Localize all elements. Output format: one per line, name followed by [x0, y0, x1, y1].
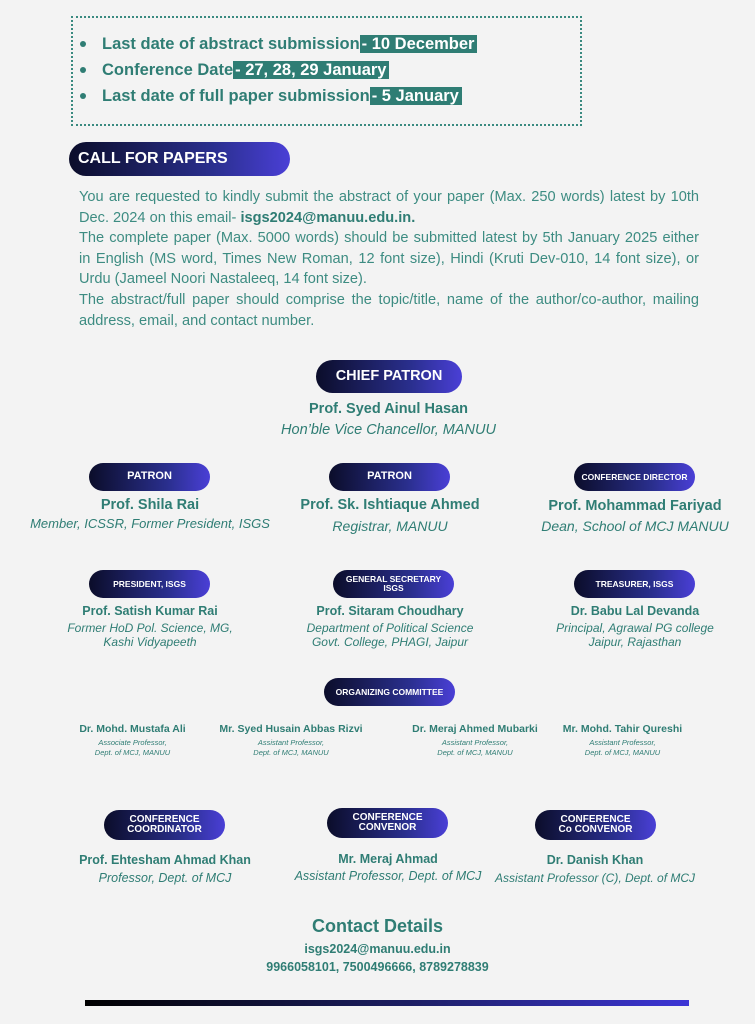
badge-line1: CONFERENCE: [352, 811, 423, 823]
patron-badge: PATRON: [89, 463, 210, 491]
treasurer-role-line2: Jaipur, Rajasthan: [588, 635, 682, 649]
contact-email: isgs2024@manuu.edu.in: [304, 942, 451, 956]
conference-co-convenor-role: Assistant Professor (C), Dept. of MCJ: [494, 871, 696, 885]
important-dates-box: [71, 16, 582, 126]
committee-member-dept: Dept. of MCJ, MANUU: [437, 748, 513, 757]
conference-coordinator-badge: [104, 810, 225, 840]
badge-line2: CONVENOR: [358, 822, 417, 833]
committee-member: [400, 723, 550, 758]
president-badge: PRESIDENT, ISGS: [89, 570, 210, 598]
committee-member-dept: Dept. of MCJ, MANUU: [94, 748, 171, 757]
committee-member-dept: Dept. of MCJ, MANUU: [584, 748, 661, 757]
conference-director-role: Dean, School of MCJ MANUU: [541, 518, 729, 534]
badge-line1: CONFERENCE: [560, 813, 631, 825]
dates-list: [73, 31, 477, 109]
conference-convenor-role: Assistant Professor, Dept. of MCJ: [294, 869, 482, 883]
patron-name: Prof. Sk. Ishtiaque Ahmed: [300, 497, 480, 513]
date-value: - 5 January: [370, 87, 462, 105]
treasurer-badge: TREASURER, ISGS: [574, 570, 695, 598]
date-value: - 27, 28, 29 January: [233, 61, 389, 79]
conference-coordinator-name: Prof. Ehtesham Ahmad Khan: [79, 853, 251, 867]
president-name: Prof. Satish Kumar Rai: [82, 604, 218, 618]
date-value: - 10 December: [360, 35, 478, 53]
badge-line2: COORDINATOR: [127, 824, 202, 835]
committee-member-role: Associate Professor,: [98, 738, 167, 747]
conference-convenor-badge: [327, 808, 448, 838]
committee-member-name: Dr. Meraj Ahmed Mubarki: [412, 723, 538, 735]
conference-co-convenor-badge: [535, 810, 656, 840]
treasurer-name: Dr. Babu Lal Devanda: [570, 604, 700, 618]
committee-member-role: Assistant Professor,: [441, 738, 509, 747]
date-label: Last date of abstract submission: [102, 35, 360, 53]
conference-coordinator-role: Professor, Dept. of MCJ: [98, 871, 232, 885]
committee-member-name: Mr. Mohd. Tahir Qureshi: [562, 723, 683, 735]
committee-member-name: Dr. Mohd. Mustafa Ali: [79, 723, 186, 735]
call-for-papers-heading: CALL FOR PAPERS: [69, 142, 290, 176]
patron-role: Registrar, MANUU: [332, 518, 448, 534]
treasurer-role-line1: Principal, Agrawal PG college: [556, 621, 714, 635]
cfp-paragraph-full-paper: The complete paper (Max. 5000 words) should be submitted latest by 5th January 2025 either in English (MS word, Times New Roman, 12 font size), Hindi (Kruti Dev-010, 14 font size), or Urdu (Jameel Noori Nastaleeq, 14 font size).: [79, 230, 699, 288]
cfp-paragraph-abstract: [79, 187, 699, 228]
president-role-line2: Kashi Vidyapeeth: [103, 635, 197, 649]
conference-director-badge: CONFERENCE DIRECTOR: [574, 463, 695, 491]
cfp-paragraph-contents: The abstract/full paper should comprise the topic/title, name of the author/co-author, mailing address, email, and contact number.: [79, 291, 699, 329]
contact-phones: 9966058101, 7500496666, 8789278839: [266, 960, 489, 974]
conference-co-convenor-name: Dr. Danish Khan: [546, 853, 644, 867]
badge-line2: ISGS: [383, 583, 404, 593]
patron-name: Prof. Shila Rai: [100, 497, 200, 513]
committee-member-name: Mr. Syed Husain Abbas Rizvi: [219, 723, 363, 735]
president-role: [30, 621, 270, 649]
general-secretary-badge: [333, 570, 454, 598]
chief-patron-name: Prof. Syed Ainul Hasan: [309, 401, 468, 417]
date-label: Last date of full paper submission: [102, 87, 370, 105]
committee-member-role: Assistant Professor,: [589, 738, 656, 747]
date-item-conference: [102, 57, 477, 83]
committee-member: [212, 723, 370, 758]
patron-role: Member, ICSSR, Former President, ISGS: [30, 516, 270, 531]
general-secretary-role-line1: Department of Political Science: [306, 621, 474, 635]
chief-patron-role: Hon’ble Vice Chancellor, MANUU: [281, 422, 496, 438]
treasurer-role: [520, 621, 750, 649]
committee-member: [60, 723, 205, 758]
patron-badge: PATRON: [329, 463, 450, 491]
president-role-line1: Former HoD Pol. Science, MG,: [67, 621, 233, 635]
badge-line1: CONFERENCE: [129, 813, 200, 825]
committee-member-role: Assistant Professor,: [257, 738, 325, 747]
organizing-committee-badge: ORGANIZING COMMITTEE: [324, 678, 455, 706]
badge-line2: Co CONVENOR: [558, 824, 633, 835]
cfp-email: isgs2024@manuu.edu.in.: [240, 209, 416, 226]
contact-details-heading: Contact Details: [311, 916, 444, 936]
conference-director-name: Prof. Mohammad Fariyad: [548, 498, 722, 514]
call-for-papers-text: [79, 187, 699, 331]
chief-patron-badge: CHIEF PATRON: [316, 360, 462, 393]
cfp-p1: You are requested to kindly submit the abstract of your paper (Max. 250 words) latest by 10th Dec. 2024 on this email-: [79, 189, 699, 226]
general-secretary-role-line2: Govt. College, PHAGI, Jaipur: [311, 635, 469, 649]
committee-member: [550, 723, 695, 758]
conference-convenor-name: Mr. Meraj Ahmad: [338, 852, 438, 866]
badge-line1: GENERAL SECRETARY: [345, 574, 442, 585]
date-item-abstract: [102, 31, 477, 57]
general-secretary-role: [270, 621, 510, 649]
committee-member-dept: Dept. of MCJ, MANUU: [253, 748, 329, 757]
general-secretary-name: Prof. Sitaram Choudhary: [316, 604, 464, 618]
date-item-full-paper: [102, 83, 477, 109]
bottom-divider-bar: [85, 1000, 689, 1006]
date-label: Conference Date: [102, 61, 234, 79]
